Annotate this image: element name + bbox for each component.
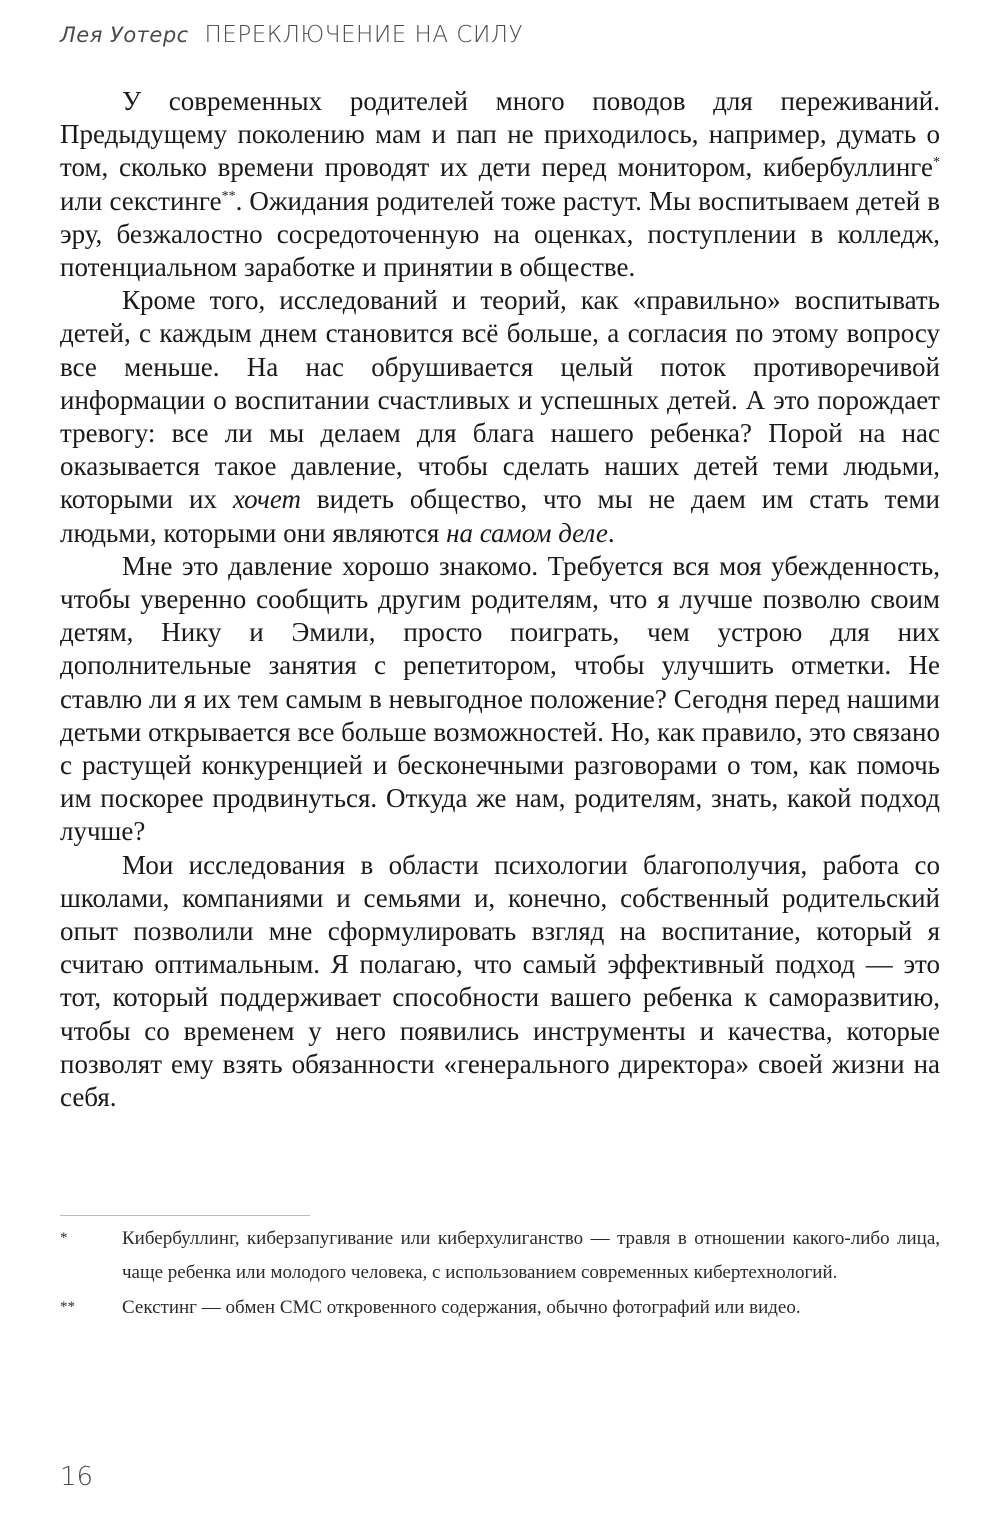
paragraph-1: [60, 85, 940, 284]
footnote-divider: [60, 1215, 310, 1216]
footnotes: [60, 1222, 940, 1327]
paragraph-4: Мои исследования в области психологии благополучия, работа со школами, компаниями и семьями и, конечно, собственный родительский опыт позволили мне сформулировать взгляд на воспитание, который я считаю оптимальным. Я полагаю, что самый эффективный подход — это тот, который поддерживает способности вашего ребенка к саморазвитию, чтобы со временем у него появились инструменты и качества, которые позволят ему взять обязанности «генерального директора» своей жизни на себя.: [60, 849, 940, 1113]
footnote-1-text: Кибербуллинг, киберзапугивание или киберхулиганство — травля в отношении какого-либо лица, чаще ребенка или молодого человека, с использованием современных кибертехнологий.: [122, 1228, 940, 1283]
footnote-2-marker: **: [60, 1299, 75, 1315]
paragraph-2-part-c: .: [607, 517, 615, 548]
running-head-author: Лея Уотерс: [60, 23, 189, 47]
footnote-2: [60, 1291, 940, 1325]
paragraph-1-part-b: или секстинге: [60, 185, 222, 216]
paragraph-2: [60, 284, 940, 550]
paragraph-2-emphasis-2: на самом деле: [446, 517, 608, 548]
paragraph-2-part-a: Кроме того, исследований и теорий, как «правильно» воспитывать детей, с каждым днем становится всё больше, а согласия по этому вопросу все меньше. На нас обрушивается целый поток противоречивой информации о воспитании счастливых и успешных детей. А это порождает тревогу: все ли мы делаем для блага нашего ребенка? Порой на нас оказывается такое давление, чтобы сделать наших детей теми людьми, которыми их: [60, 285, 940, 515]
running-head-title: ПЕРЕКЛЮЧЕНИЕ НА СИЛУ: [204, 22, 524, 48]
footnote-ref-2: **: [221, 188, 236, 204]
paragraph-3: Мне это давление хорошо знакомо. Требуется вся моя убежденность, чтобы уверенно сообщить другим родителям, что я лучше позволю своим детям, Нику и Эмили, просто поиграть, чем устрою для них дополнительные занятия с репетитором, чтобы улучшить отметки. Не ставлю ли я их тем самым в невыгодное положение? Сегодня перед нашими детьми открывается все больше возможностей. Но, как правило, это связано с растущей конкуренцией и бесконечными разговорами о том, как помочь им поскорее продвинуться. Откуда же нам, родителям, знать, какой подход лучше?: [60, 550, 940, 847]
paragraph-2-emphasis-1: хочет: [232, 484, 301, 515]
page-number: 16: [60, 1462, 94, 1492]
paragraph-1-part-c: . Ожидания родителей тоже растут. Мы воспитываем детей в эру, безжалостно сосредоточенную на оценках, поступлении в колледж, потенциальном заработке и принятии в обществе.: [60, 185, 940, 283]
footnote-1: [60, 1222, 940, 1289]
paragraph-2-part-b: видеть общество, что мы не даем им стать теми людьми, которыми они являются: [60, 484, 940, 548]
footnote-1-marker: *: [60, 1230, 68, 1246]
paragraph-1-part-a: У современных родителей много поводов для переживаний. Предыдущему поколению мам и пап не приходилось, например, думать о том, сколько времени проводят их дети перед монитором, кибербуллинге: [60, 86, 940, 183]
body-text: [60, 85, 940, 1114]
footnote-2-text: Секстинг — обмен СМС откровенного содержания, обычно фотографий или видео.: [122, 1297, 801, 1318]
footnote-ref-1: *: [933, 155, 940, 171]
running-head: [60, 22, 523, 48]
